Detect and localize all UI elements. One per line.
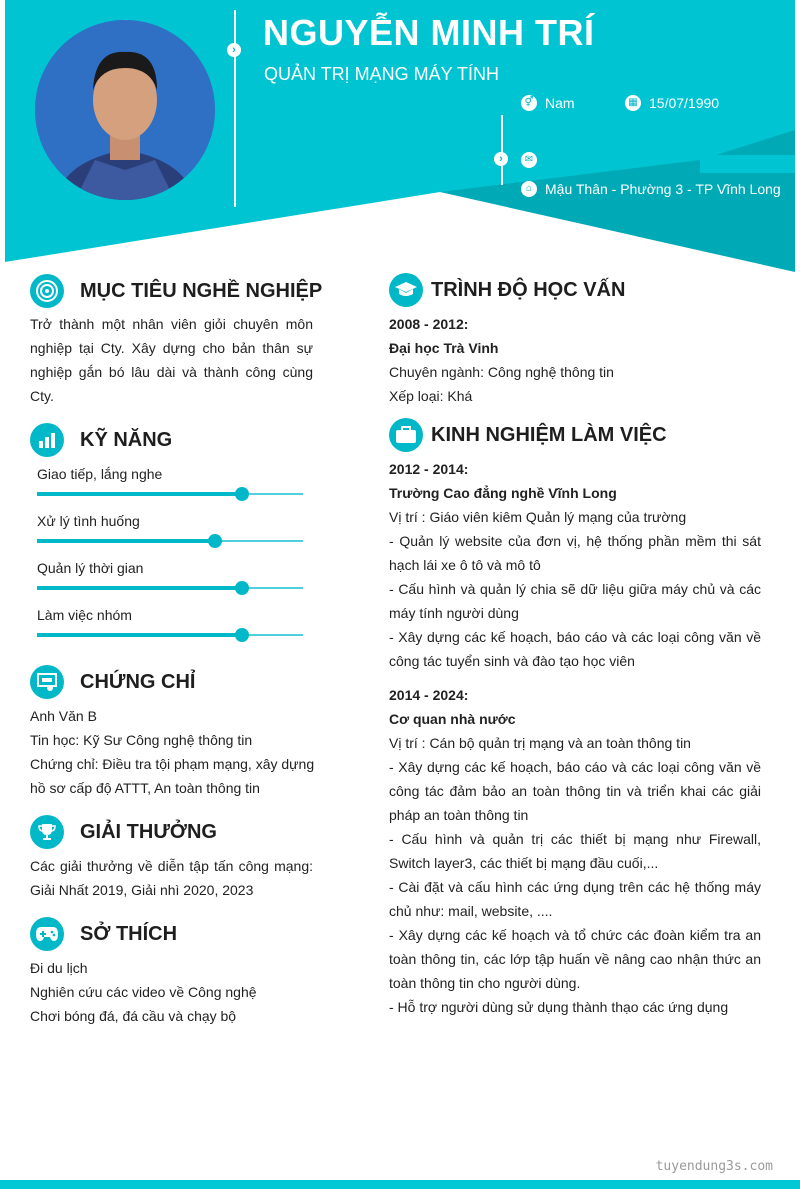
skills-heading: [30, 423, 172, 457]
skill-bar: [37, 587, 303, 589]
target-icon: [30, 274, 64, 308]
certificates-text: [30, 704, 320, 800]
header-divider-right: [501, 115, 503, 185]
address-info: [521, 181, 781, 197]
job-company: Cơ quan nhà nước: [389, 711, 516, 727]
header-divider-left: [234, 10, 236, 207]
gender-icon: ⚥: [521, 95, 537, 111]
job-period: 2014 - 2024:: [389, 687, 469, 703]
education-text: [389, 312, 761, 408]
job-period: 2012 - 2014:: [389, 461, 469, 477]
chevron-right-icon: ›: [227, 43, 241, 57]
footer-bar: [0, 1180, 800, 1189]
objective-title: MỤC TIÊU NGHỀ NGHIỆP: [80, 279, 323, 302]
skill-label: Làm việc nhóm: [37, 607, 132, 623]
hobby-line: Nghiên cứu các video về Công nghệ: [30, 984, 257, 1000]
objective-text: Trở thành một nhân viên giỏi chuyên môn nghiệp tại Cty. Xây dựng cho bản thân sự nghiệp gắn bó lâu dài và thành công cùng Cty.: [30, 316, 313, 404]
chevron-right-icon: ›: [494, 152, 508, 166]
education-major: Chuyên ngành: Công nghệ thông tin: [389, 364, 614, 380]
birthday-info: [625, 95, 719, 111]
education-school: Đại học Trà Vinh: [389, 340, 499, 356]
experience-job: [389, 683, 761, 1019]
job-duty: - Cấu hình và quản lý chia sẽ dữ liệu giữa máy chủ và các máy tính người dùng: [389, 581, 761, 621]
job-duty: - Xây dựng các kế hoạch, báo cáo và các loại công văn về công tác tuyển sinh và đào tạo học viên: [389, 629, 761, 669]
certificate-line: Tin học: Kỹ Sư Công nghệ thông tin: [30, 732, 253, 748]
job-position: Vị trí : Cán bộ quản trị mạng và an toàn thông tin: [389, 735, 691, 751]
candidate-name: NGUYỄN MINH TRÍ: [263, 12, 595, 53]
objective-heading: [30, 274, 322, 308]
birthday-value: 15/07/1990: [649, 95, 720, 111]
gender-info: [521, 95, 575, 111]
avatar: [35, 20, 215, 200]
bar-chart-icon: [30, 423, 64, 457]
awards-text: Các giải thưởng về diễn tập tấn công mạng: Giải Nhất 2019, Giải nhì 2020, 2023: [30, 858, 313, 898]
home-icon: ⌂: [521, 181, 537, 197]
skill-bar: [37, 634, 303, 636]
certificate-line: Anh Văn B: [30, 708, 97, 724]
address-value: Mậu Thân - Phường 3 - TP Vĩnh Long: [545, 181, 781, 197]
email-icon: ✉: [521, 152, 537, 168]
certificate-line: Chứng chỉ: Điều tra tội phạm mạng, xây dựng hồ sơ cấp độ ATTT, An toàn thông tin: [30, 756, 315, 796]
awards-title: GIẢI THƯỞNG: [80, 820, 217, 843]
briefcase-icon: [389, 418, 423, 452]
job-duty: - Cấu hình và quản trị các thiết bị mạng như Firewall, Switch layer3, các thiết bị mạng đầu cuối,...: [389, 831, 761, 871]
awards-heading: [30, 815, 217, 849]
hobbies-title: SỞ THÍCH: [80, 922, 178, 945]
job-duty: - Cài đặt và cấu hình các ứng dụng trên các hệ thống máy chủ như: mail, website, ....: [389, 879, 761, 919]
certificates-title: CHỨNG CHỈ: [80, 670, 196, 693]
education-grade: Xếp loại: Khá: [389, 388, 473, 404]
experience-heading: [389, 418, 667, 452]
graduation-cap-icon: [389, 273, 423, 307]
gamepad-icon: [30, 917, 64, 951]
hobby-line: Đi du lịch: [30, 960, 88, 976]
skills-title: KỸ NĂNG: [80, 428, 173, 451]
education-period: 2008 - 2012:: [389, 316, 469, 332]
education-heading: [389, 273, 625, 307]
job-duty: - Hỗ trợ người dùng sử dụng thành thạo các ứng dụng: [389, 999, 729, 1015]
job-duty: - Xây dựng các kế hoạch, báo cáo và các loại công văn về công tác đảm bảo an toàn thông tin và triển khai các giải pháp an toàn thông tin: [389, 759, 761, 823]
calendar-icon: ▦: [625, 95, 641, 111]
job-position: Vị trí : Giáo viên kiêm Quản lý mạng của trường: [389, 509, 687, 525]
certificate-icon: [30, 665, 64, 699]
skill-label: Xử lý tình huống: [37, 513, 140, 529]
skill-label: Quản lý thời gian: [37, 560, 144, 576]
hobbies-heading: [30, 917, 177, 951]
email-info: [521, 152, 545, 168]
experience-job: [389, 457, 761, 673]
hobby-line: Chơi bóng đá, đá cầu và chạy bộ: [30, 1008, 237, 1024]
hobbies-text: [30, 956, 320, 1028]
gender-value: Nam: [545, 95, 575, 111]
experience-title: KINH NGHIỆM LÀM VIỆC: [431, 423, 667, 446]
job-duty: - Quản lý website của đơn vị, hệ thống phần mềm thi sát hạch lái xe ô tô và mô tô: [389, 533, 761, 573]
job-company: Trường Cao đẳng nghề Vĩnh Long: [389, 485, 617, 501]
job-title: QUẢN TRỊ MẠNG MÁY TÍNH: [264, 64, 500, 84]
trophy-icon: [30, 815, 64, 849]
job-duty: - Xây dựng các kế hoạch và tổ chức các đoàn kiểm tra an toàn thông tin, các lớp tập huấn về nâng cao nhận thức an toàn thông tin cho người dùng.: [389, 927, 761, 991]
certificates-heading: [30, 665, 195, 699]
skill-bar: [37, 540, 303, 542]
skill-label: Giao tiếp, lắng nghe: [37, 466, 163, 482]
watermark: tuyendung3s.com: [655, 1159, 773, 1174]
education-title: TRÌNH ĐỘ HỌC VẤN: [431, 278, 626, 301]
skill-bar: [37, 493, 303, 495]
